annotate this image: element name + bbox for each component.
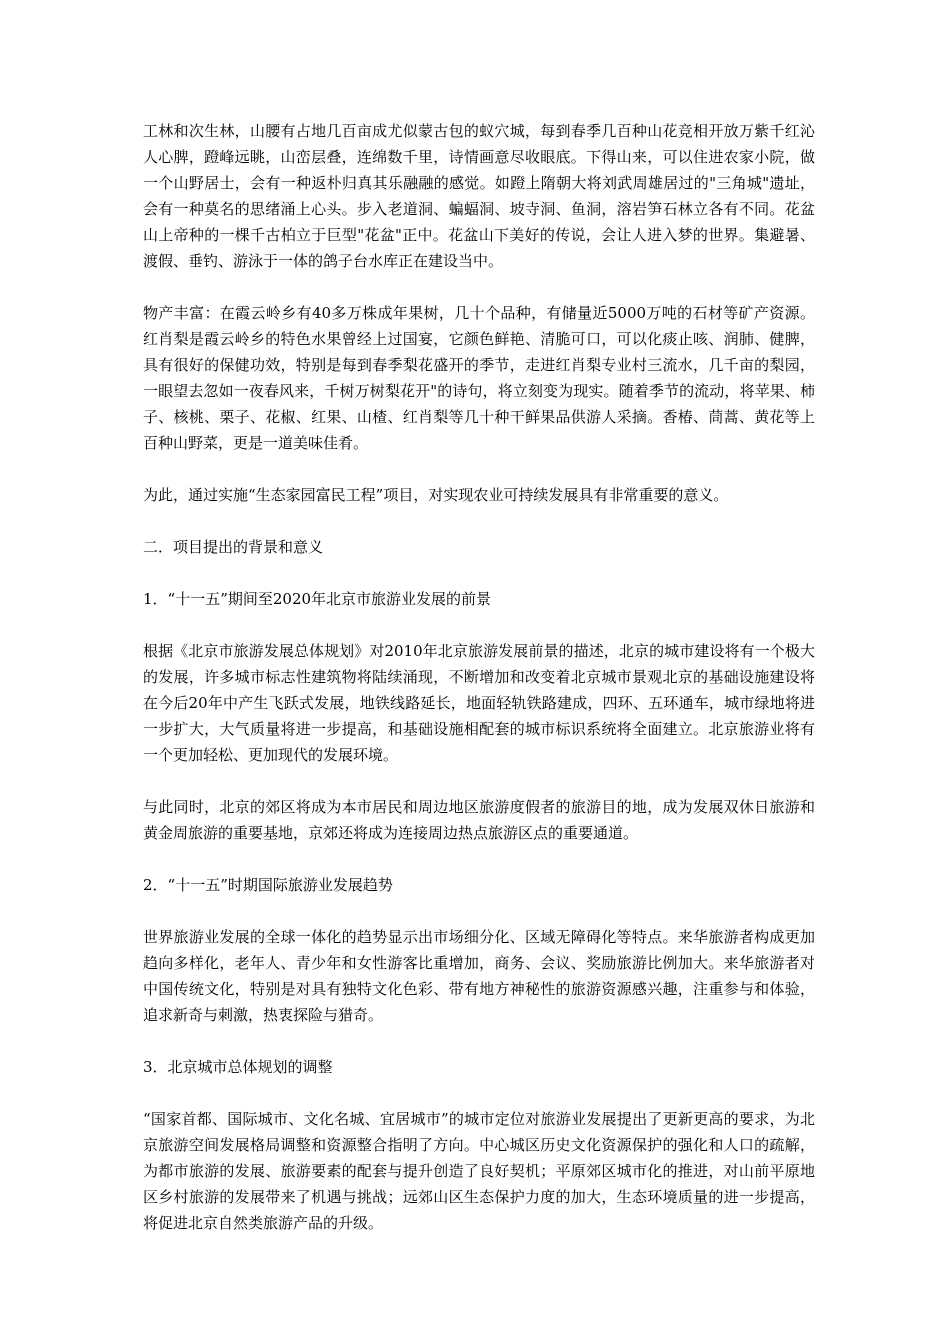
paragraph-city-positioning: “国家首都、国际城市、文化名城、宜居城市”的城市定位对旅游业发展提出了更新更高的要求，为北京旅游空间发展格局调整和资源整合指明了方向。中心城区历史文化资源保护的强化和人口的疏解，为都市旅游的发展、旅游要素的配套与提升创造了良好契机；平原郊区城市化的推进，对山前平原地区乡村旅游的发展带来了机遇与挑战；远郊山区生态保护力度的加大，生态环境质量的进一步提高，将促进北京自然类旅游产品的升级。	[143, 1110, 815, 1232]
subheading-city-plan-adjustment: 3．北京城市总体规划的调整	[143, 1058, 333, 1076]
paragraph-beijing-planning: 根据《北京市旅游发展总体规划》对2010年北京旅游发展前景的描述，北京的城市建设将有一个极大的发展，许多城市标志性建筑物将陆续涌现，不断增加和改变着北京城市景观北京的基础设施建设将在今后20年中产生飞跃式发展，地铁线路延长，地面轻轨铁路建成，四环、五环通车，城市绿地将进一步扩大，大气质量将进一步提高，和基础设施相配套的城市标识系统将全面建立。北京旅游业将有一个更加轻松、更加现代的发展环境。	[143, 642, 815, 764]
paragraph-conclusion: 为此，通过实施“生态家园富民工程”项目，对实现农业可持续发展具有非常重要的意义。	[143, 486, 729, 504]
paragraph-scenery: 工林和次生林，山腰有占地几百亩成尤似蒙古包的蚁穴城，每到春季几百种山花竞相开放万紫千红沁人心脾，蹬峰远眺，山峦层叠，连绵数千里，诗情画意尽收眼底。下得山来，可以住进农家小院，做一个山野居士，会有一种返朴归真其乐融融的感觉。如蹬上隋朝大将刘武周雄居过的"三角城"遗址，会有一种莫名的思绪涌上心头。步入老道洞、蝙蝠洞、坡寺洞、鱼洞，溶岩笋石林立各有不同。花盆山上帝种的一棵千古柏立于巨型"花盆"正中。花盆山下美好的传说，会让人进入梦的世界。集避暑、渡假、垂钓、游泳于一体的鸽子台水库正在建设当中。	[143, 122, 815, 270]
paragraph-products: 物产丰富：在霞云岭乡有40多万株成年果树，几十个品种，有储量近5000万吨的石材等矿产资源。红肖梨是霞云岭乡的特色水果曾经上过国宴，它颜色鲜艳、清脆可口，可以化痰止咳、润肺、健脾，具有很好的保健功效，特别是每到春季梨花盛开的季节，走进红肖梨专业村三流水，几千亩的梨园，一眼望去忽如一夜春风来，千树万树梨花开"的诗句，将立刻变为现实。随着季节的流动，将苹果、柿子、核桃、栗子、花椒、红果、山楂、红肖梨等几十种干鲜果品供游人采摘。香椿、茼蒿、黄花等上百种山野菜，更是一道美味佳肴。	[143, 304, 815, 452]
subheading-international-trends: 2．“十一五”时期国际旅游业发展趋势	[143, 876, 393, 894]
paragraph-global-tourism: 世界旅游业发展的全球一体化的趋势显示出市场细分化、区域无障碍化等特点。来华旅游者构成更加趋向多样化，老年人、青少年和女性游客比重增加，商务、会议、奖励旅游比例加大。来华旅游者对中国传统文化，特别是对具有独特文化色彩、带有地方神秘性的旅游资源感兴趣，注重参与和体验，追求新奇与刺激，热衷探险与猎奇。	[143, 928, 815, 1024]
paragraph-suburbs: 与此同时，北京的郊区将成为本市居民和周边地区旅游度假者的旅游目的地，成为发展双休日旅游和黄金周旅游的重要基地，京郊还将成为连接周边热点旅游区点的重要通道。	[143, 798, 815, 842]
document-body	[143, 118, 815, 1262]
subheading-beijing-tourism-outlook: 1．“十一五”期间至2020年北京市旅游业发展的前景	[143, 590, 492, 608]
section-heading-background: 二．项目提出的背景和意义	[143, 538, 324, 556]
